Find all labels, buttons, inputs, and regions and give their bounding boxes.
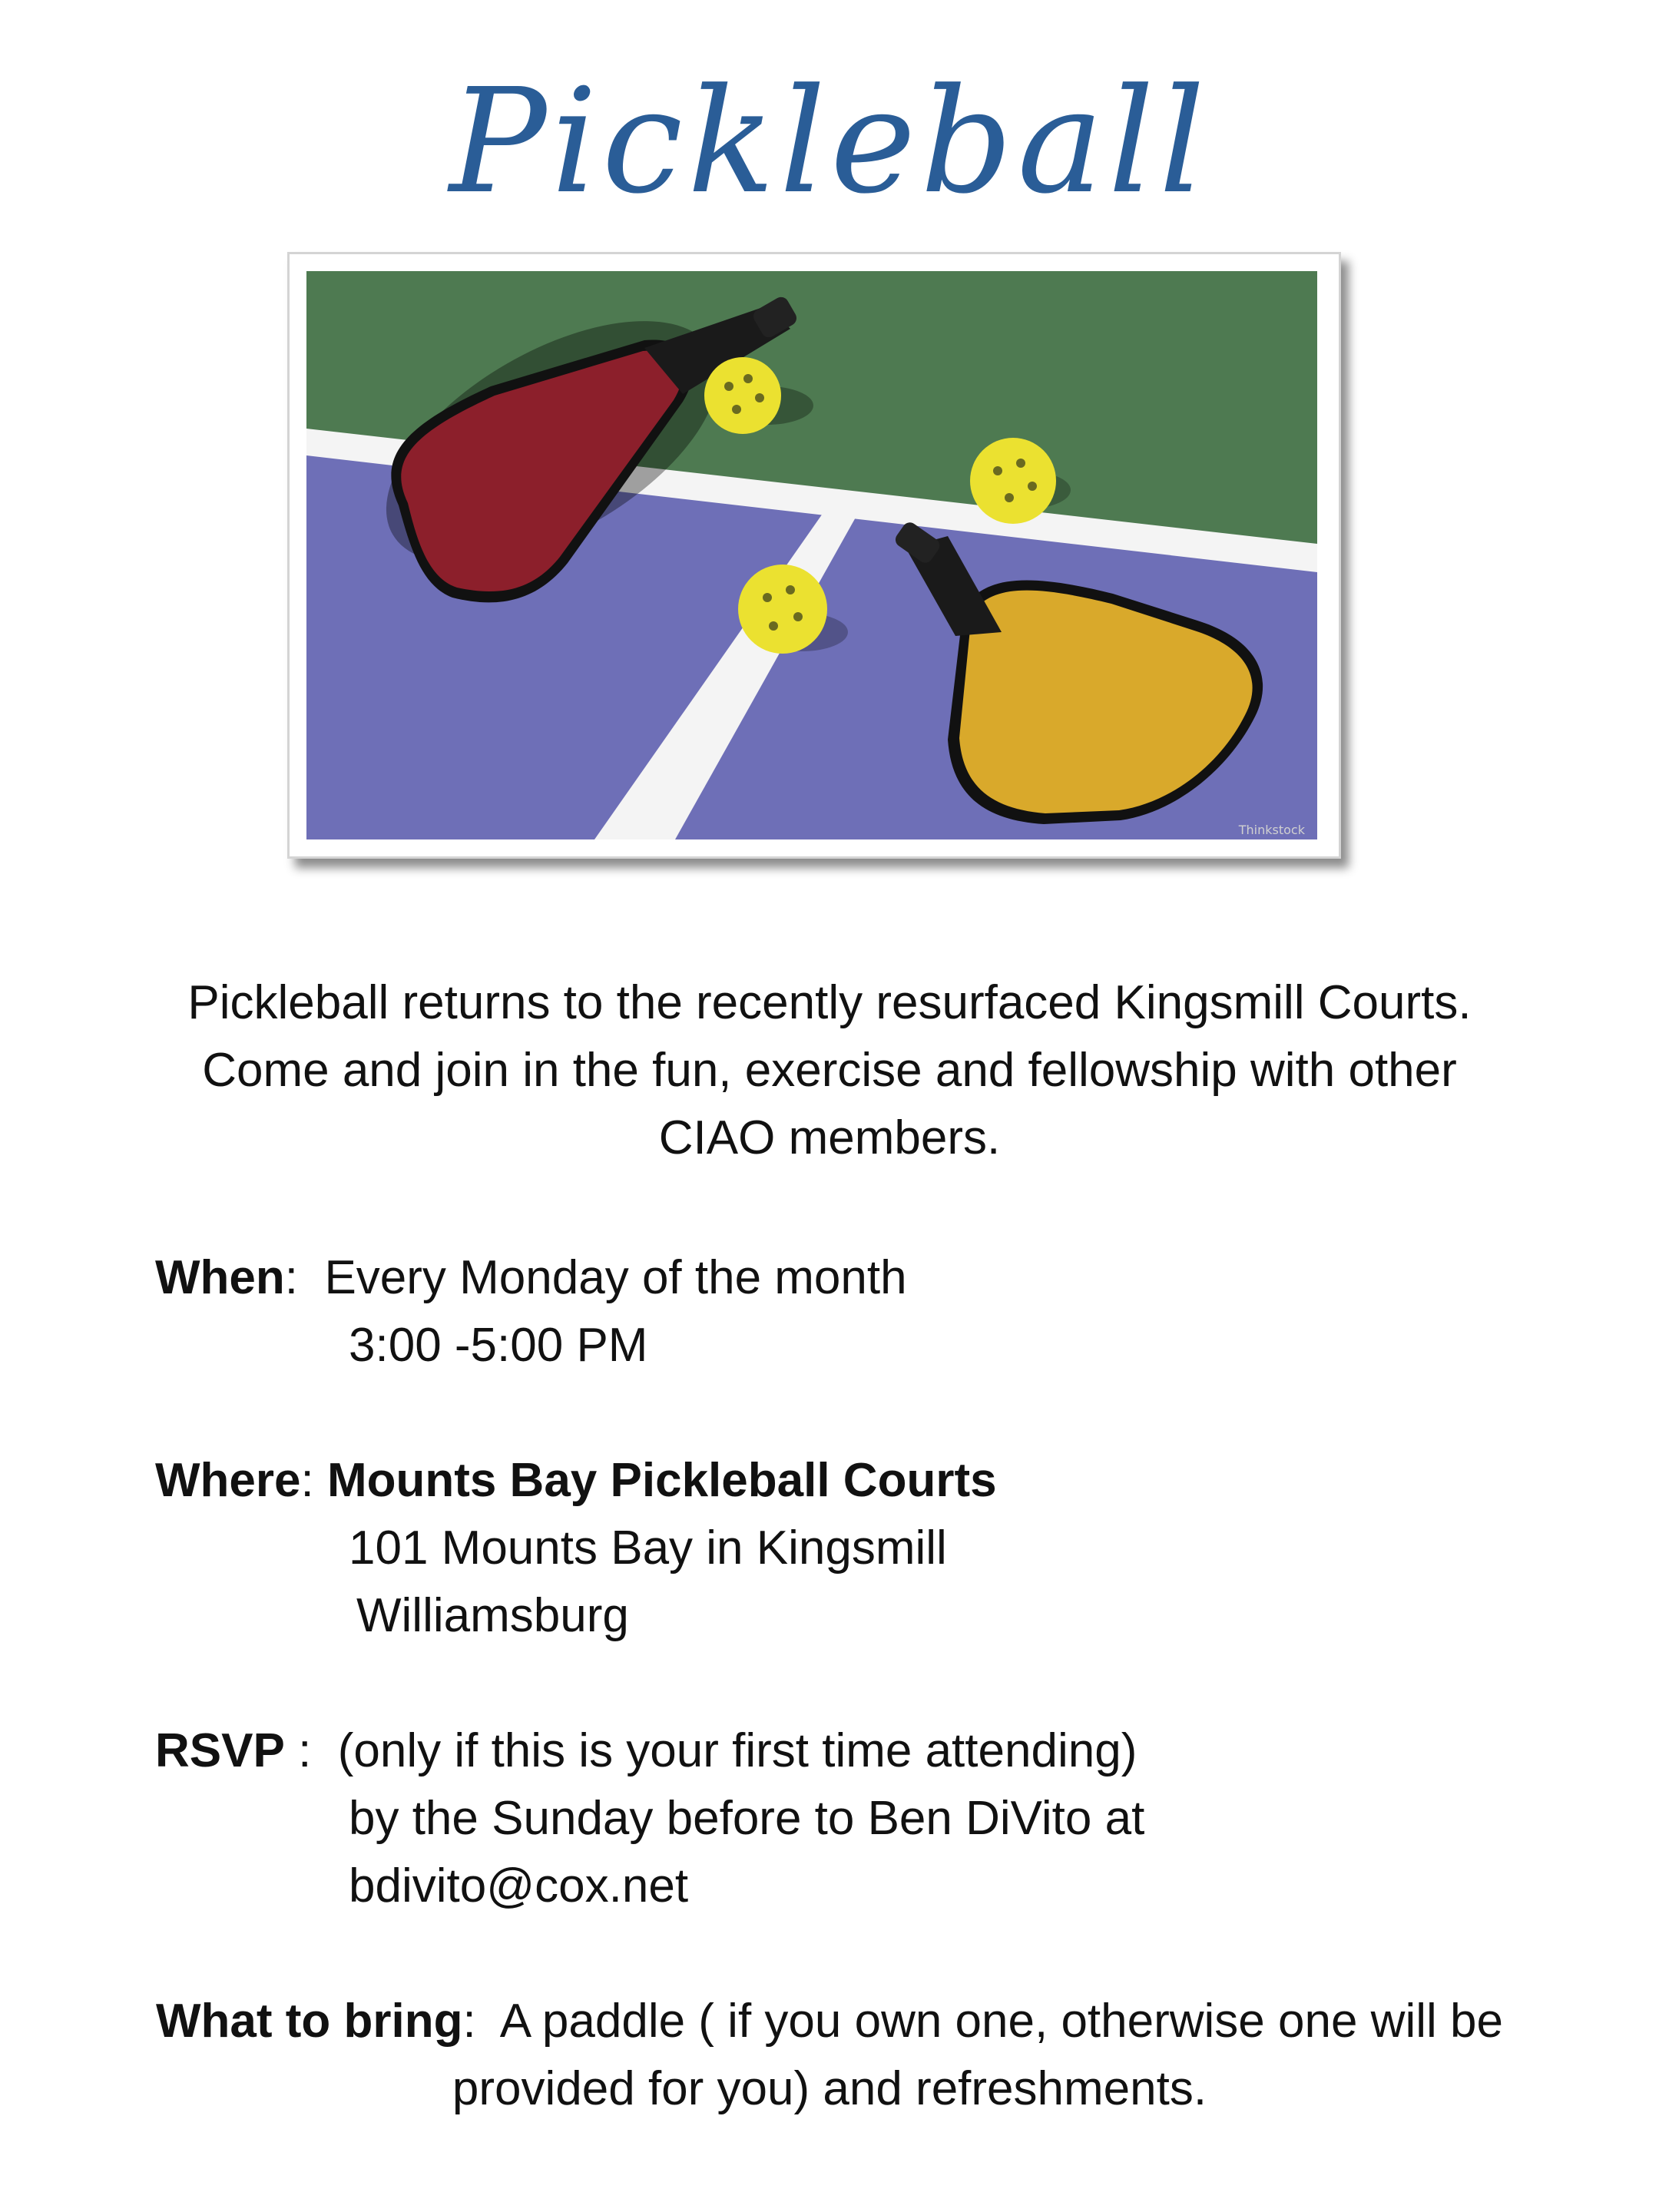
where-venue: Mounts Bay Pickleball Courts <box>326 1454 997 1507</box>
intro-line-1: Pickleball returns to the recently resurfaced Kingsmill Courts. <box>187 976 1472 1029</box>
when-line: When: Every Monday of the month <box>155 1251 907 1304</box>
bring-line-2: provided for you) and refreshments. <box>452 2062 1207 2115</box>
rsvp-deadline: by the Sunday before to Ben DiVito at <box>349 1792 1145 1845</box>
intro-line-2: Come and join in the fun, exercise and fellowship with other <box>202 1044 1457 1097</box>
bring-line: What to bring: A paddle ( if you own one, otherwise one will be <box>156 1995 1503 2048</box>
when-label: When <box>155 1251 285 1304</box>
photo-watermark: Thinkstock <box>1238 823 1305 837</box>
bring-label: What to bring <box>156 1995 463 2048</box>
rsvp-email[interactable]: bdivito@cox.net <box>349 1859 689 1912</box>
page-title: Pickleball <box>449 58 1210 226</box>
when-time: 3:00 -5:00 PM <box>349 1319 648 1372</box>
where-city: Williamsburg <box>356 1589 629 1642</box>
court-illustration <box>306 271 1317 839</box>
rsvp-label: RSVP <box>155 1724 285 1777</box>
where-address: 101 Mounts Bay in Kingsmill <box>349 1522 947 1575</box>
pickleball-photo <box>287 252 1341 859</box>
bring-text: A paddle ( if you own one, otherwise one will be <box>499 1995 1503 2048</box>
when-day: Every Monday of the month <box>324 1251 907 1304</box>
rsvp-condition: (only if this is your first time attending) <box>337 1724 1137 1777</box>
where-line: Where: Mounts Bay Pickleball Courts <box>155 1454 997 1507</box>
intro-line-3: CIAO members. <box>658 1111 1001 1164</box>
where-label: Where <box>155 1454 301 1507</box>
rsvp-line: RSVP : (only if this is your first time attending) <box>155 1724 1137 1777</box>
